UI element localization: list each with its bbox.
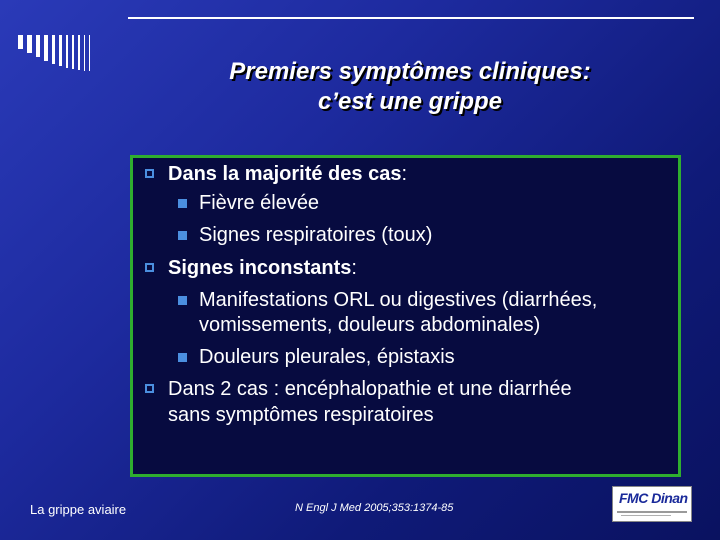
bullet-inconstant: Signes inconstants: <box>168 257 357 279</box>
top-rule <box>128 17 694 19</box>
title-line-2: c’est une grippe <box>317 88 503 115</box>
bullet-two-cases-line-1: Dans 2 cas : encéphalopathie et une diarrhée <box>168 378 572 400</box>
footer-reference: N Engl J Med 2005;353:1374-85 <box>295 502 454 514</box>
slide-title <box>150 57 670 117</box>
content-box <box>130 155 681 477</box>
logo-text: FMC Dinan <box>619 490 688 506</box>
sub-bullet-orl-line-2: vomissements, douleurs abdominales) <box>199 314 541 336</box>
title-line-1: Premiers symptômes cliniques: <box>229 58 591 85</box>
sub-bullet-fever: Fièvre élevée <box>199 192 320 214</box>
footer-title: La grippe aviaire <box>30 502 127 517</box>
decorative-stripes <box>18 35 138 71</box>
sub-bullet-respiratory: Signes respiratoires (toux) <box>199 224 433 246</box>
bullet-majority: Dans la majorité des cas: <box>168 163 408 185</box>
fmc-dinan-logo <box>612 486 692 522</box>
sub-bullet-pleural: Douleurs pleurales, épistaxis <box>199 346 455 368</box>
sub-bullet-orl-line-1: Manifestations ORL ou digestives (diarrhées, <box>199 289 598 311</box>
bullet-two-cases-line-2: sans symptômes respiratoires <box>168 404 434 426</box>
